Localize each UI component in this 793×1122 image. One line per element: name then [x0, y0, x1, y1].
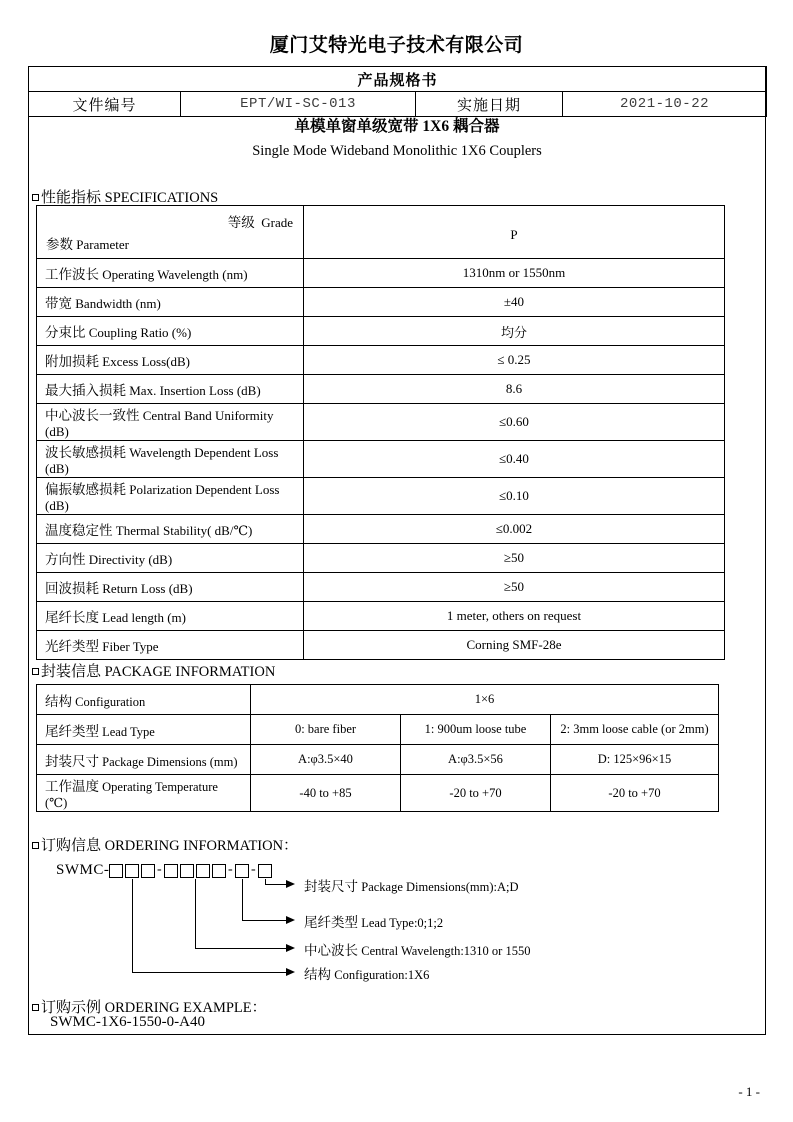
section-label-en: ORDERING INFORMATION：: [104, 838, 298, 854]
package-value-cell: 0: bare fiber: [251, 715, 401, 745]
order-code-box: [125, 864, 139, 878]
table-row: [37, 775, 719, 812]
spec-parameter-cell: 偏振敏感损耗 Polarization Dependent Loss (dB): [37, 478, 304, 515]
table-row: [37, 478, 725, 515]
package-value-cell: -20 to +70: [551, 775, 719, 812]
spec-parameter-cell: 温度稳定性 Thermal Stability( dB/℃): [37, 515, 304, 544]
order-field-label: 尾纤类型 Lead Type:0;1;2: [304, 915, 444, 930]
effective-date-value: 2021-10-22: [563, 92, 767, 117]
table-row: [37, 375, 725, 404]
order-field-label: 结构 Configuration:1X6: [304, 967, 430, 982]
package-information-heading: [32, 660, 275, 681]
effective-date-label: 实施日期: [416, 92, 563, 117]
package-value-cell: A:φ3.5×40: [251, 745, 401, 775]
ordering-example-value: SWMC-1X6-1550-0-A40: [50, 1014, 205, 1030]
spec-value-cell: ≤0.10: [304, 478, 725, 515]
order-code-box: [141, 864, 155, 878]
package-information-table: [36, 684, 719, 812]
order-field-label: 中心波长 Central Wavelength:1310 or 1550: [304, 943, 531, 958]
spec-value-cell: ≤0.60: [304, 404, 725, 441]
bullet-square-icon: [32, 842, 39, 849]
grade-parameter-header: [37, 206, 304, 259]
table-row: [29, 67, 767, 92]
section-label-cn: 订购信息: [41, 838, 102, 854]
spec-parameter-cell: 回波损耗 Return Loss (dB): [37, 573, 304, 602]
leader-line-horizontal: [195, 948, 286, 949]
leader-line-horizontal: [242, 920, 286, 921]
doc-number-label: 文件编号: [29, 92, 181, 117]
grade-label: 等级 Grade: [227, 215, 293, 230]
package-value-cell: -40 to +85: [251, 775, 401, 812]
table-row: [37, 685, 719, 715]
leader-line-vertical: [132, 879, 133, 972]
package-label-cell: 工作温度 Operating Temperature (℃): [37, 775, 251, 812]
section-label-en: ORDERING EXAMPLE：: [104, 1000, 267, 1016]
spec-value-cell: 8.6: [304, 375, 725, 404]
table-row: [37, 515, 725, 544]
page-number: - 1 -: [738, 1084, 760, 1099]
package-label-cell: 尾纤类型 Lead Type: [37, 715, 251, 745]
grade-value: P: [304, 206, 725, 259]
ordering-information-heading: [32, 834, 298, 855]
order-code-box: [180, 864, 194, 878]
spec-parameter-cell: 带宽 Bandwidth (nm): [37, 288, 304, 317]
product-title-cn: 单模单窗单级宽带 1X6 耦合器: [294, 118, 500, 135]
table-row: [37, 206, 725, 259]
order-code-box: [212, 864, 226, 878]
product-title-en: Single Mode Wideband Monolithic 1X6 Couplers: [252, 143, 542, 159]
order-code-box: [164, 864, 178, 878]
bullet-square-icon: [32, 194, 39, 201]
package-value-cell: 1: 900um loose tube: [401, 715, 551, 745]
order-field-label: 封装尺寸 Package Dimensions(mm):A;D: [304, 879, 519, 894]
table-row: [37, 404, 725, 441]
arrow-icon: [286, 968, 295, 976]
order-code-prefix: SWMC-: [56, 862, 110, 878]
spec-value-cell: ≤0.40: [304, 441, 725, 478]
spec-parameter-cell: 波长敏感损耗 Wavelength Dependent Loss (dB): [37, 441, 304, 478]
package-value-cell: 2: 3mm loose cable (or 2mm): [551, 715, 719, 745]
leader-line-vertical: [242, 879, 243, 920]
spec-value-cell: 1310nm or 1550nm: [304, 259, 725, 288]
spec-parameter-cell: 尾纤长度 Lead length (m): [37, 602, 304, 631]
bullet-square-icon: [32, 1004, 39, 1011]
package-label-cell: 封装尺寸 Package Dimensions (mm): [37, 745, 251, 775]
order-code-box: [258, 864, 272, 878]
spec-parameter-cell: 工作波长 Operating Wavelength (nm): [37, 259, 304, 288]
table-row: [37, 259, 725, 288]
spec-value-cell: ≥50: [304, 573, 725, 602]
package-value-cell: D: 125×96×15: [551, 745, 719, 775]
leader-line-vertical: [195, 879, 196, 948]
order-code-box: [109, 864, 123, 878]
table-row: [37, 441, 725, 478]
table-row: [37, 573, 725, 602]
arrow-icon: [286, 944, 295, 952]
order-code-separator: -: [251, 862, 256, 877]
spec-value-cell: 1 meter, others on request: [304, 602, 725, 631]
section-label-cn: 性能指标: [41, 190, 102, 206]
spec-parameter-cell: 附加损耗 Excess Loss(dB): [37, 346, 304, 375]
section-label-en: SPECIFICATIONS: [104, 190, 219, 206]
package-value-cell: A:φ3.5×56: [401, 745, 551, 775]
table-row: [29, 92, 767, 117]
doc-number-value: EPT/WI-SC-013: [181, 92, 416, 117]
table-row: [37, 631, 725, 660]
table-row: [37, 317, 725, 346]
spec-value-cell: Corning SMF-28e: [304, 631, 725, 660]
parameter-label: 参数 Parameter: [46, 237, 129, 252]
spec-value-cell: ≤0.002: [304, 515, 725, 544]
section-label-cn: 订购示例: [41, 1000, 102, 1016]
spec-book-title: 产品规格书: [29, 67, 767, 92]
table-row: [37, 602, 725, 631]
spec-parameter-cell: 分束比 Coupling Ratio (%): [37, 317, 304, 346]
order-code-box: [235, 864, 249, 878]
leader-line-horizontal: [265, 884, 286, 885]
spec-value-cell: ≤ 0.25: [304, 346, 725, 375]
table-row: [37, 288, 725, 317]
bullet-square-icon: [32, 668, 39, 675]
section-label-en: PACKAGE INFORMATION: [104, 664, 276, 680]
table-row: [37, 544, 725, 573]
specifications-table: [36, 205, 725, 660]
table-row: [37, 745, 719, 775]
spec-value-cell: ±40: [304, 288, 725, 317]
order-code-box: [196, 864, 210, 878]
spec-parameter-cell: 光纤类型 Fiber Type: [37, 631, 304, 660]
order-code-separator: -: [228, 862, 233, 877]
table-row: [37, 715, 719, 745]
package-value-cell: -20 to +70: [401, 775, 551, 812]
spec-parameter-cell: 方向性 Directivity (dB): [37, 544, 304, 573]
document-header-table: [28, 66, 767, 117]
package-value-cell: 1×6: [251, 685, 719, 715]
table-row: [37, 346, 725, 375]
arrow-icon: [286, 916, 295, 924]
spec-value-cell: 均分: [304, 317, 725, 346]
spec-parameter-cell: 最大插入损耗 Max. Insertion Loss (dB): [37, 375, 304, 404]
package-label-cell: 结构 Configuration: [37, 685, 251, 715]
arrow-icon: [286, 880, 295, 888]
section-label-cn: 封装信息: [41, 664, 102, 680]
spec-value-cell: ≥50: [304, 544, 725, 573]
order-code-separator: -: [157, 862, 162, 877]
leader-line-horizontal: [132, 972, 286, 973]
ordering-code-diagram: [36, 858, 736, 988]
specifications-heading: [32, 186, 218, 207]
spec-parameter-cell: 中心波长一致性 Central Band Uniformity (dB): [37, 404, 304, 441]
company-title: 厦门艾特光电子技术有限公司: [269, 35, 524, 56]
